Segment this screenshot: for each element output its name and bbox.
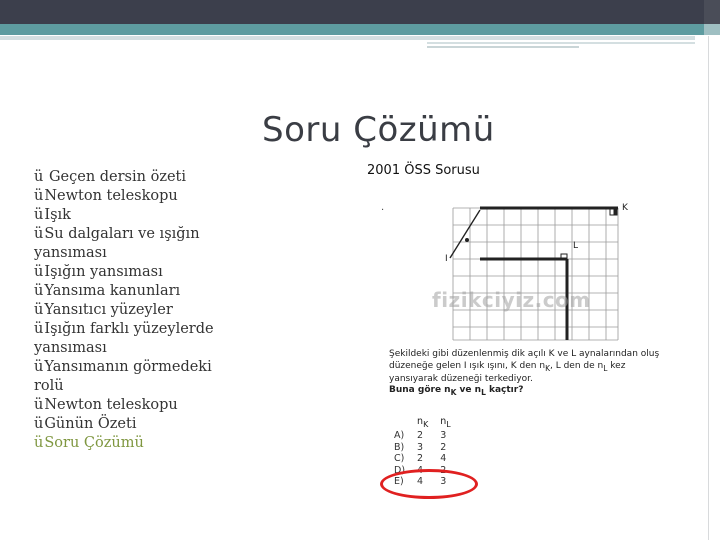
check-icon: ü xyxy=(34,321,44,337)
question-line: Şekildeki gibi düzenlenmiş dik açılı K ve L aynalarından oluş xyxy=(389,349,660,359)
check-icon: ü xyxy=(34,207,44,223)
slide-title: Soru Çözümü xyxy=(262,110,495,150)
list-item xyxy=(34,301,224,320)
check-icon: ü xyxy=(34,226,44,242)
question-fragment: kez xyxy=(607,360,626,371)
accent-band-end xyxy=(704,24,720,35)
watermark: fizikciyiz.com xyxy=(432,288,591,312)
option-letter: D) xyxy=(394,464,406,476)
list-item-label: Yansımanın görmedeki rolü xyxy=(34,359,212,394)
check-icon: ü xyxy=(34,416,44,432)
grid xyxy=(453,208,618,340)
subscript: L xyxy=(603,363,608,373)
option-nk: 4 xyxy=(417,464,424,476)
list-item-label: Geçen dersin özeti xyxy=(44,169,187,185)
question-fragment: ve n xyxy=(456,385,482,396)
option-row xyxy=(388,430,457,441)
list-item-label: Işık xyxy=(44,207,71,223)
option-nk: 4 xyxy=(417,475,424,487)
question-text xyxy=(389,349,689,399)
check-icon: ü xyxy=(34,264,44,280)
topic-list xyxy=(34,168,224,453)
top-bar xyxy=(0,0,720,24)
option-nl: 3 xyxy=(440,430,447,442)
question-source: 2001 ÖSS Sorusu xyxy=(367,163,480,178)
list-item xyxy=(34,396,224,415)
question-line xyxy=(389,361,689,374)
header-label: n xyxy=(440,416,447,427)
list-item-label: Su dalgaları ve ışığın yansıması xyxy=(34,226,200,261)
option-nl: 4 xyxy=(440,453,447,465)
subscript: K xyxy=(545,363,550,373)
list-item-label: Soru Çözümü xyxy=(44,435,144,451)
list-item xyxy=(34,263,224,282)
list-item-label: Günün Özeti xyxy=(44,416,137,432)
ray-arrow-point xyxy=(465,238,469,242)
question-fragment: düzeneğe gelen I ışık ışını, K den n xyxy=(389,360,546,371)
header-nk xyxy=(411,416,434,430)
list-item-label: Newton teleskopu xyxy=(44,188,178,204)
list-item xyxy=(34,168,224,187)
list-item xyxy=(34,415,224,434)
list-item xyxy=(34,320,224,358)
option-nl: 3 xyxy=(440,475,447,487)
list-item-label: Yansıtıcı yüzeyler xyxy=(44,302,173,318)
option-nl: 2 xyxy=(440,441,447,453)
check-icon: ü xyxy=(34,359,44,375)
header-label: n xyxy=(417,416,424,427)
subscript: L xyxy=(481,388,486,398)
slide-right-edge xyxy=(708,36,709,540)
header-blank xyxy=(388,416,411,430)
mirror-k xyxy=(480,208,618,215)
option-letter: C) xyxy=(394,453,405,465)
answer-highlight-circle xyxy=(380,469,478,499)
check-icon: ü xyxy=(34,435,44,451)
question-line: yansıyarak düzeneği terkediyor. xyxy=(389,373,533,384)
option-nk: 2 xyxy=(417,453,424,465)
divider-line-short xyxy=(427,42,695,44)
list-item xyxy=(34,358,224,396)
list-item xyxy=(34,187,224,206)
label-k: K xyxy=(622,203,628,213)
subscript: K xyxy=(450,388,457,398)
check-icon: ü xyxy=(34,397,44,413)
question-fragment: Buna göre n xyxy=(389,385,451,396)
option-row xyxy=(388,442,457,453)
subscript: K xyxy=(423,419,429,429)
check-icon: ü xyxy=(34,302,44,318)
option-row xyxy=(388,453,457,464)
option-letter: B) xyxy=(394,441,405,453)
list-item-label: Newton teleskopu xyxy=(44,397,178,413)
check-icon: ü xyxy=(34,169,44,185)
question-fragment: kaçtır? xyxy=(485,385,524,396)
subscript: L xyxy=(446,419,451,429)
label-l: L xyxy=(573,241,579,251)
check-icon: ü xyxy=(34,283,44,299)
list-item-current xyxy=(34,434,224,453)
list-item xyxy=(34,225,224,263)
stray-dot: . xyxy=(381,202,385,213)
option-letter: E) xyxy=(394,475,404,487)
option-nk: 2 xyxy=(417,430,424,442)
question-prompt xyxy=(389,385,689,398)
top-bar-corner xyxy=(704,0,720,24)
accent-band xyxy=(0,24,720,35)
divider-line xyxy=(0,36,695,40)
list-item xyxy=(34,282,224,301)
option-nl: 2 xyxy=(440,464,447,476)
list-item-label: Işığın farklı yüzeylerde yansıması xyxy=(34,321,214,356)
divider-line-shorter xyxy=(427,46,579,48)
option-nk: 3 xyxy=(417,441,424,453)
list-item-label: Yansıma kanunları xyxy=(44,283,181,299)
question-fragment: , L den de n xyxy=(549,360,604,371)
header-nl xyxy=(434,416,456,430)
option-letter: A) xyxy=(394,430,405,442)
list-item-label: Işığın yansıması xyxy=(44,264,163,280)
options-header xyxy=(388,416,457,430)
list-item xyxy=(34,206,224,225)
check-icon: ü xyxy=(34,188,44,204)
label-i: I xyxy=(445,254,448,264)
light-ray xyxy=(450,210,480,258)
